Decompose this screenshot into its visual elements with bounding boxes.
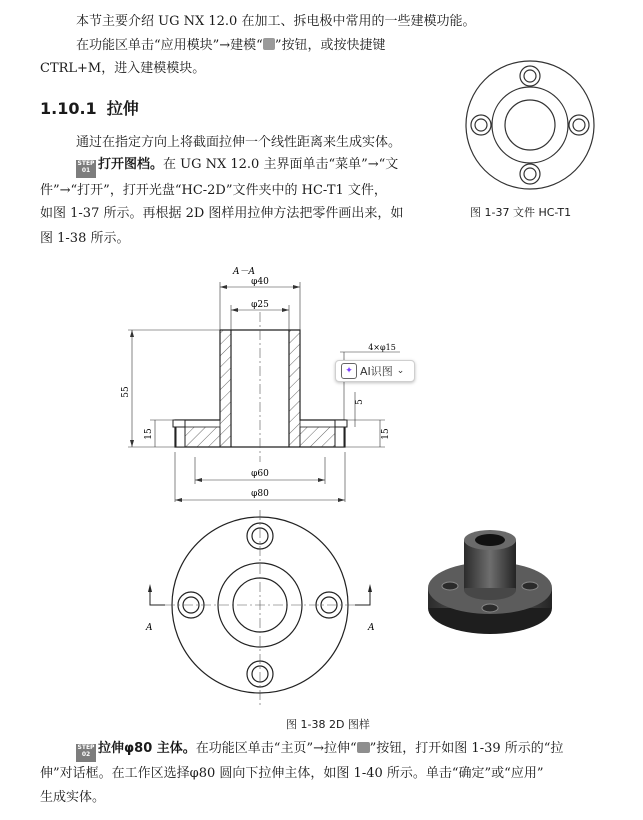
dim-h55: 55 [121, 386, 131, 398]
section-heading [40, 96, 139, 119]
section-number: 1.10.1 [40, 99, 97, 118]
intro-line-1: 本节主要介绍 UG NX 12.0 在加工、拆电极中常用的一些建模功能。 [76, 14, 476, 29]
dim-d25: φ25 [251, 300, 269, 310]
step2-line-3: 生成实体。 [40, 790, 106, 805]
figure-1-38-3d-render [420, 520, 560, 640]
dim-holes: 4×φ15 [368, 343, 396, 352]
step1-line-3: 如图 1-37 所示。再根据 2D 图样用拉伸方法把零件画出来，如 [40, 206, 404, 221]
step-02-badge: STEP 02 [76, 744, 96, 762]
intro-line-2: 在功能区单击“应用模块”→建模“ ”按钮，或按快捷键 [76, 38, 386, 53]
step1-line-4: 图 1-38 所示。 [40, 231, 130, 246]
step1-line-1: STEP 01 打开图档。在 UG NX 12.0 主界面单击“菜单”→“文 [76, 155, 398, 178]
ai-recognize-label: AI识图 [360, 365, 393, 378]
extrude-icon [357, 742, 370, 753]
section-label: A－A [233, 267, 255, 277]
dim-d60: φ60 [251, 469, 269, 479]
dim-d80: φ80 [251, 489, 269, 499]
dim-d40: φ40 [251, 277, 269, 287]
ai-recognize-button[interactable] [335, 360, 415, 382]
intro-line-3: CTRL+M，进入建模模块。 [40, 61, 206, 76]
chevron-down-icon: ⌄ [396, 366, 405, 376]
step2-line-1: STEP 02 拉伸φ80 主体。在功能区单击“主页”→拉伸“ ”按钮，打开如图 1-39 所示的“拉 [76, 739, 563, 762]
cut-label-left: A [146, 623, 153, 633]
body-p1: 通过在指定方向上将截面拉伸一个线性距离来生成实体。 [76, 135, 402, 150]
dim-h15b: 15 [381, 428, 391, 440]
figure-1-38-caption: 图 1-38 2D 图样 [286, 718, 370, 731]
dim-h15a: 15 [144, 428, 154, 440]
figure-1-38-top-view [140, 510, 390, 720]
modeling-icon [263, 38, 275, 50]
figure-1-38-section-view [110, 262, 400, 502]
step2-line-2: 伸”对话框。在工作区选择φ80 圆向下拉伸主体，如图 1-40 所示。单击“确定”或“应用” [40, 766, 544, 781]
section-title: 拉伸 [106, 99, 139, 118]
ai-recognize-icon: ✦ [341, 363, 357, 379]
dim-h5: 5 [355, 399, 365, 405]
cut-label-right: A [368, 623, 375, 633]
step1-line-2: 件”→“打开”，打开光盘“HC-2D”文件夹中的 HC-T1 文件， [40, 183, 387, 198]
step-01-badge: STEP 01 [76, 160, 96, 178]
figure-1-37-drawing [455, 55, 605, 200]
figure-1-37-caption: 图 1-37 文件 HC-T1 [470, 206, 572, 219]
